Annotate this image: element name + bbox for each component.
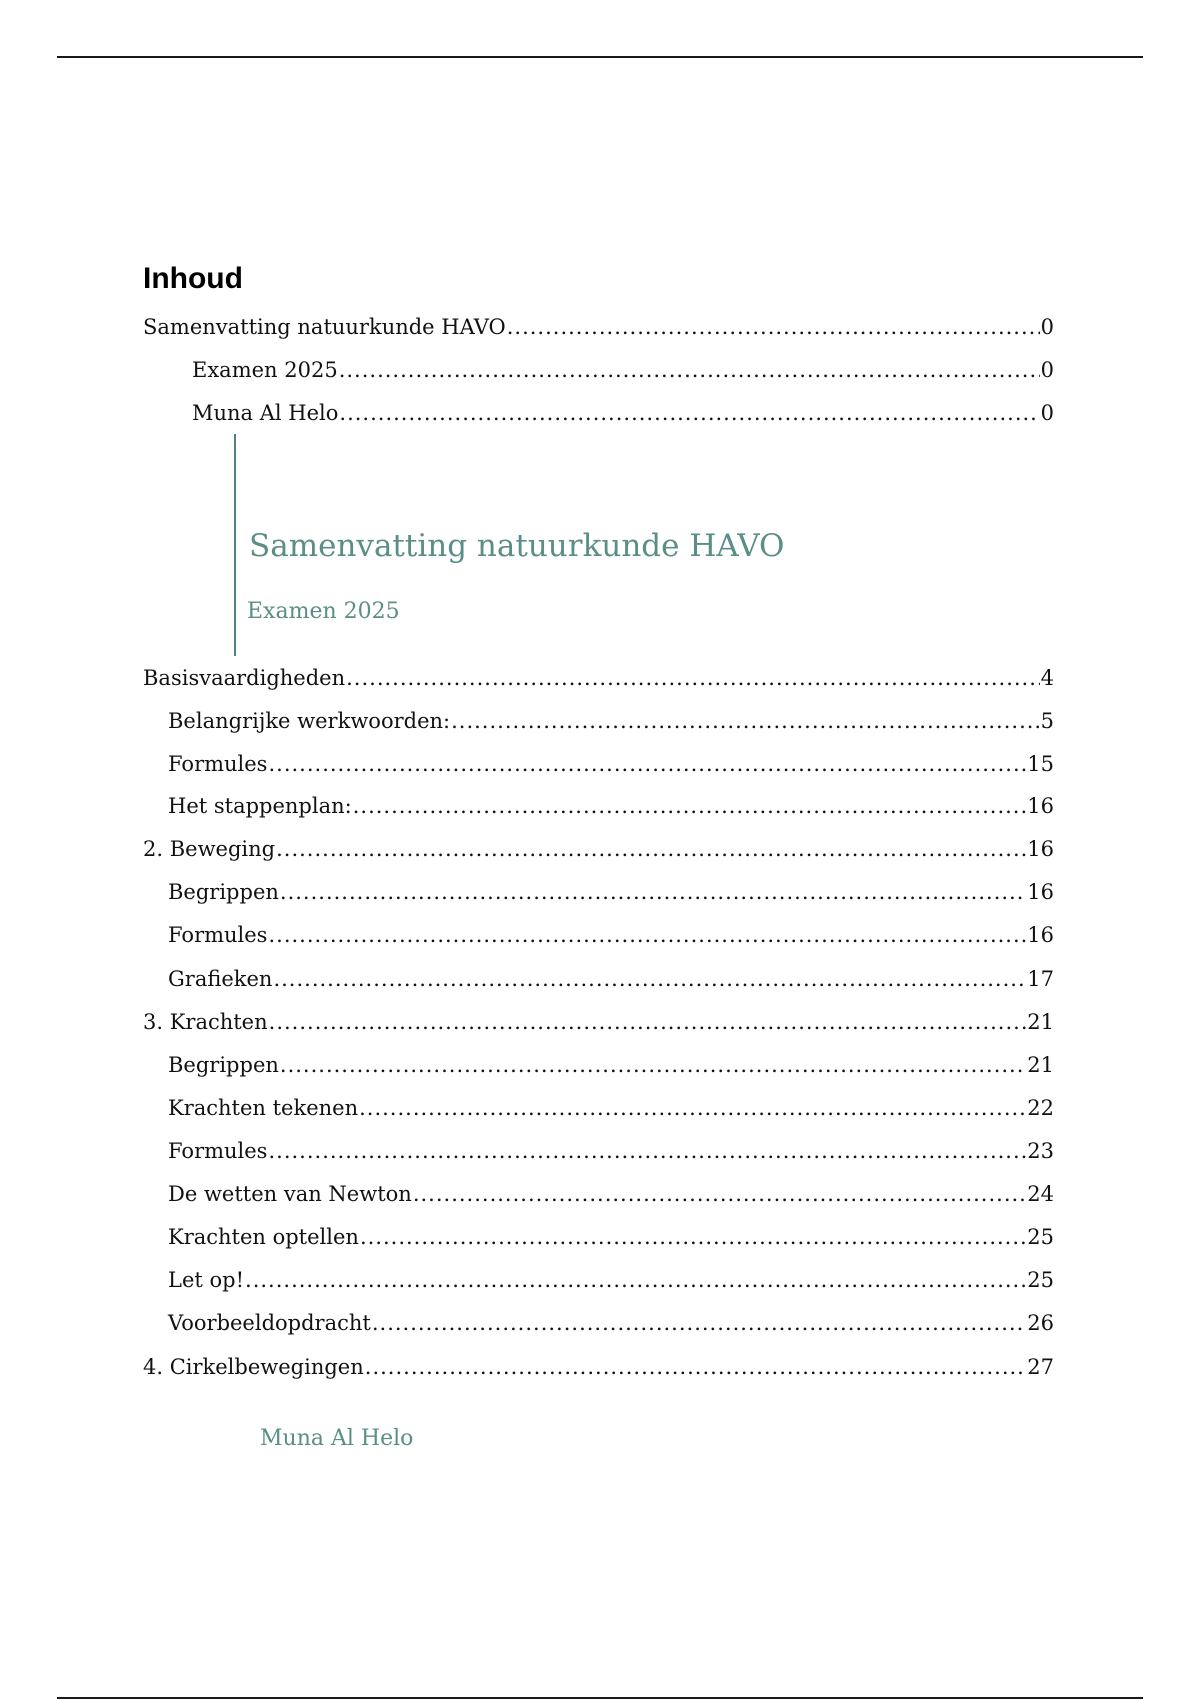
toc-leader [346,664,1040,692]
toc-entry-page: 16 [1027,880,1054,904]
toc-entry-page: 25 [1027,1268,1054,1292]
footer-rule [57,1697,1143,1699]
toc-entry[interactable] [168,792,1054,820]
toc-entry-label: Let op! [168,1268,245,1292]
toc-leader [451,707,1040,735]
toc-entry-label: 2. Beweging [143,837,276,861]
toc-entry[interactable] [168,1137,1054,1165]
toc-entry-page: 16 [1027,923,1054,947]
toc-entry[interactable] [168,707,1054,735]
toc-entry[interactable] [168,1180,1054,1208]
toc-leader [280,1051,1026,1079]
toc-leader [268,1137,1026,1165]
toc-entry-page: 0 [1040,401,1054,425]
toc-entry[interactable] [143,313,1054,341]
cover-accent-bar [234,434,236,656]
toc-entry[interactable] [143,835,1054,863]
toc-entry-label: Examen 2025 [192,358,338,382]
cover-title: Samenvatting natuurkunde HAVO [249,528,785,564]
toc-leader [372,1309,1026,1337]
toc-leader [245,1266,1026,1294]
toc-entry[interactable] [143,1353,1054,1381]
toc-leader [273,965,1026,993]
toc-leader [269,1008,1027,1036]
toc-entry-label: Krachten optellen [168,1225,359,1249]
toc-entry-page: 0 [1040,315,1054,339]
toc-entry-page: 16 [1027,794,1054,818]
toc-entry-label: 4. Cirkelbewegingen [143,1355,364,1379]
toc-entry[interactable] [168,750,1054,778]
cover-subtitle: Examen 2025 [247,599,400,624]
toc-leader [507,313,1040,341]
toc-entry-label: Formules [168,923,268,947]
toc-entry[interactable] [168,921,1054,949]
toc-entry-page: 27 [1027,1355,1054,1379]
toc-entry-label: Formules [168,752,268,776]
cover-author: Muna Al Helo [260,1426,414,1451]
toc-entry-page: 24 [1027,1182,1054,1206]
toc-entry-label: Begrippen [168,880,279,904]
toc-leader [359,1094,1026,1122]
toc-leader [268,750,1026,778]
toc-leader [276,835,1026,863]
toc-entry[interactable] [143,664,1054,692]
toc-entry[interactable] [168,1094,1054,1122]
toc-entry[interactable] [192,356,1054,384]
toc-entry-page: 15 [1027,752,1054,776]
toc-entry-label: Muna Al Helo [192,401,339,425]
toc-entry[interactable] [143,1008,1054,1036]
toc-entry-label: Het stappenplan: [168,794,352,818]
toc-entry-label: Voorbeeldopdracht [168,1311,371,1335]
toc-entry-label: De wetten van Newton [168,1182,412,1206]
toc-entry-page: 5 [1040,709,1054,733]
toc-entry-page: 26 [1027,1311,1054,1335]
toc-entry-label: Samenvatting natuurkunde HAVO [143,315,506,339]
toc-entry-page: 22 [1027,1096,1054,1120]
toc-entry[interactable] [168,878,1054,906]
toc-entry-page: 0 [1040,358,1054,382]
toc-entry-label: Belangrijke werkwoorden: [168,709,451,733]
toc-entry-label: Grafieken [168,967,273,991]
toc-entry[interactable] [192,399,1054,427]
toc-leader [339,356,1040,384]
toc-entry-label: Krachten tekenen [168,1096,359,1120]
toc-entry-page: 17 [1027,967,1054,991]
header-rule [57,56,1143,58]
toc-entry-page: 25 [1027,1225,1054,1249]
toc-leader [268,921,1026,949]
toc-entry[interactable] [168,1223,1054,1251]
toc-entry-label: Begrippen [168,1053,279,1077]
toc-entry-page: 21 [1027,1010,1054,1034]
toc-entry-page: 16 [1027,837,1054,861]
toc-entry-page: 23 [1027,1139,1054,1163]
toc-leader [339,399,1039,427]
toc-entry-label: Formules [168,1139,268,1163]
toc-entry-label: Basisvaardigheden [143,666,346,690]
toc-entry-page: 4 [1040,666,1054,690]
toc-entry[interactable] [168,1309,1054,1337]
toc-leader [280,878,1026,906]
toc-entry-page: 21 [1027,1053,1054,1077]
toc-entry[interactable] [168,1266,1054,1294]
toc-leader [365,1353,1027,1381]
toc-leader [353,792,1027,820]
toc-leader [413,1180,1026,1208]
toc-entry[interactable] [168,965,1054,993]
toc-entry[interactable] [168,1051,1054,1079]
toc-heading: Inhoud [143,262,243,295]
toc-entry-label: 3. Krachten [143,1010,268,1034]
toc-leader [360,1223,1026,1251]
